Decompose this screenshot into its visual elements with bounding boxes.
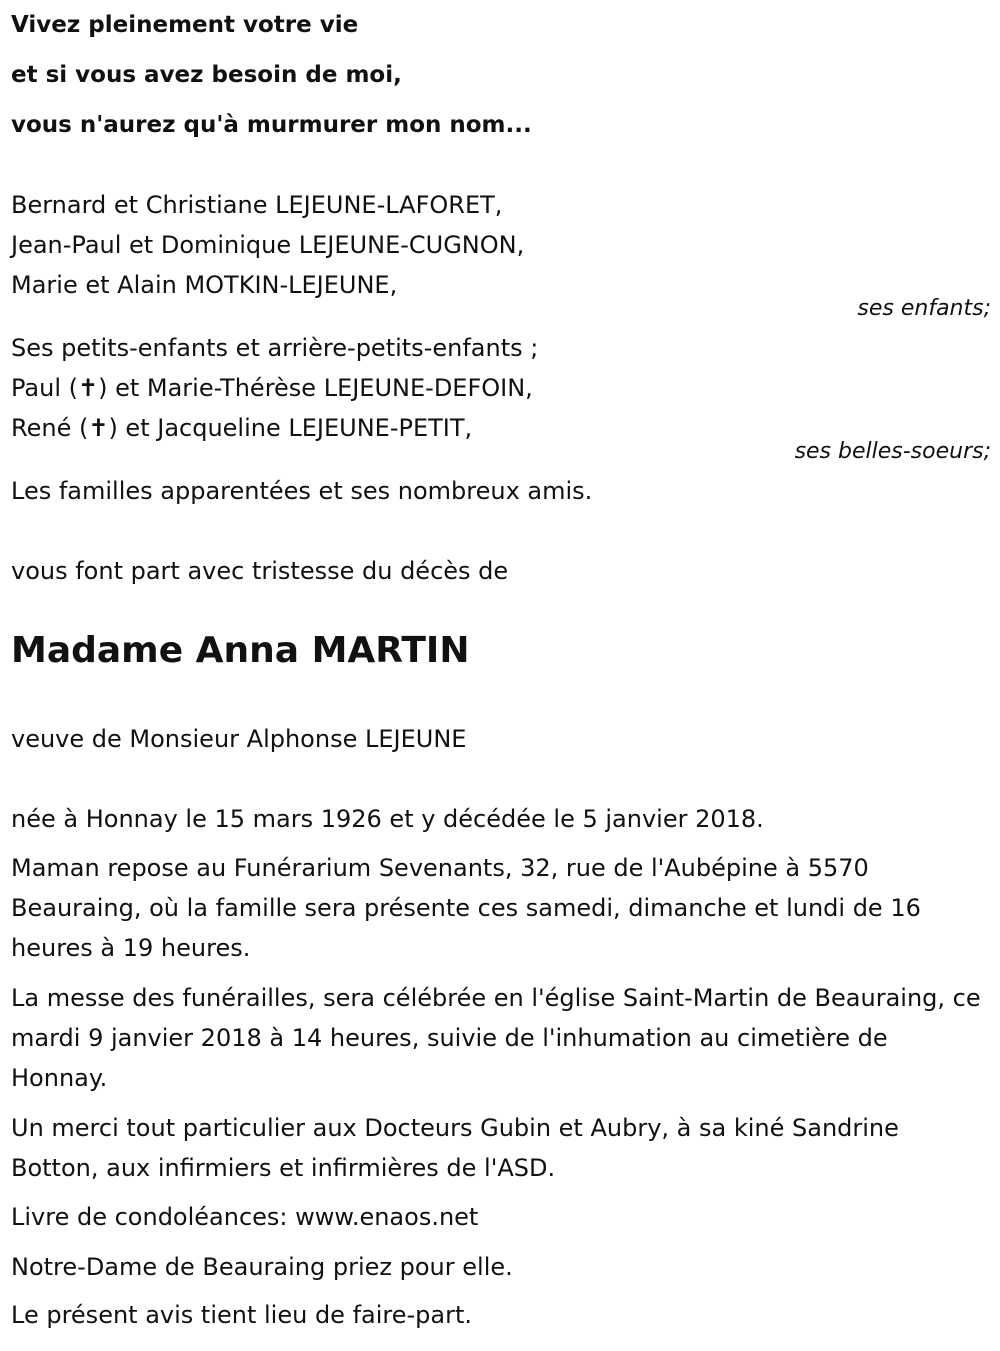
notice-line: Le présent avis tient lieu de faire-part. [11,1301,473,1329]
sister-in-law-line-1: Paul (✝) et Marie-Thérèse LEJEUNE-DEFOIN, [11,374,533,402]
thanks-paragraph: Un merci tout particulier aux Docteurs Gubin et Aubry, à sa kiné Sandrine Botton, aux infirmiers et infirmières de l'ASD. [11,1114,899,1182]
sister-in-law-line-2: René (✝) et Jacqueline LEJEUNE-PETIT, [11,414,473,442]
widow-of-line: veuve de Monsieur Alphonse LEJEUNE [11,725,467,753]
child-line-2: Jean-Paul et Dominique LEJEUNE-CUGNON, [11,231,525,259]
birth-death-line: née à Honnay le 15 mars 1926 et y décédée le 5 janvier 2018. [11,805,764,833]
poem-line-2: et si vous avez besoin de moi, [11,62,402,88]
prayer-line: Notre-Dame de Beauraing priez pour elle. [11,1253,513,1281]
child-line-1: Bernard et Christiane LEJEUNE-LAFORET, [11,191,503,219]
poem-line-1: Vivez pleinement votre vie [11,12,359,38]
announcement-line: vous font part avec tristesse du décès de [11,557,509,585]
sisters-in-law-role: ses belles-soeurs; [794,439,991,464]
condolences-line: Livre de condoléances: www.enaos.net [11,1203,479,1231]
funeral-mass-paragraph: La messe des funérailles, sera célébrée en l'église Saint-Martin de Beauraing, ce mardi 9 janvier 2018 à 14 heures, suivie de l'inhumation au cimetière de Honnay. [11,984,981,1092]
deceased-name: Madame Anna MARTIN [11,630,470,671]
families-line: Les familles apparentées et ses nombreux amis. [11,477,593,505]
funerarium-paragraph: Maman repose au Funérarium Sevenants, 32, rue de l'Aubépine à 5570 Beauraing, où la famille sera présente ces samedi, dimanche et lundi de 16 heures à 19 heures. [11,854,921,962]
children-role: ses enfants; [857,296,991,321]
child-line-3: Marie et Alain MOTKIN-LEJEUNE, [11,271,398,299]
poem-line-3: vous n'aurez qu'à murmurer mon nom... [11,112,532,138]
grandchildren-line: Ses petits-enfants et arrière-petits-enfants ; [11,334,539,362]
